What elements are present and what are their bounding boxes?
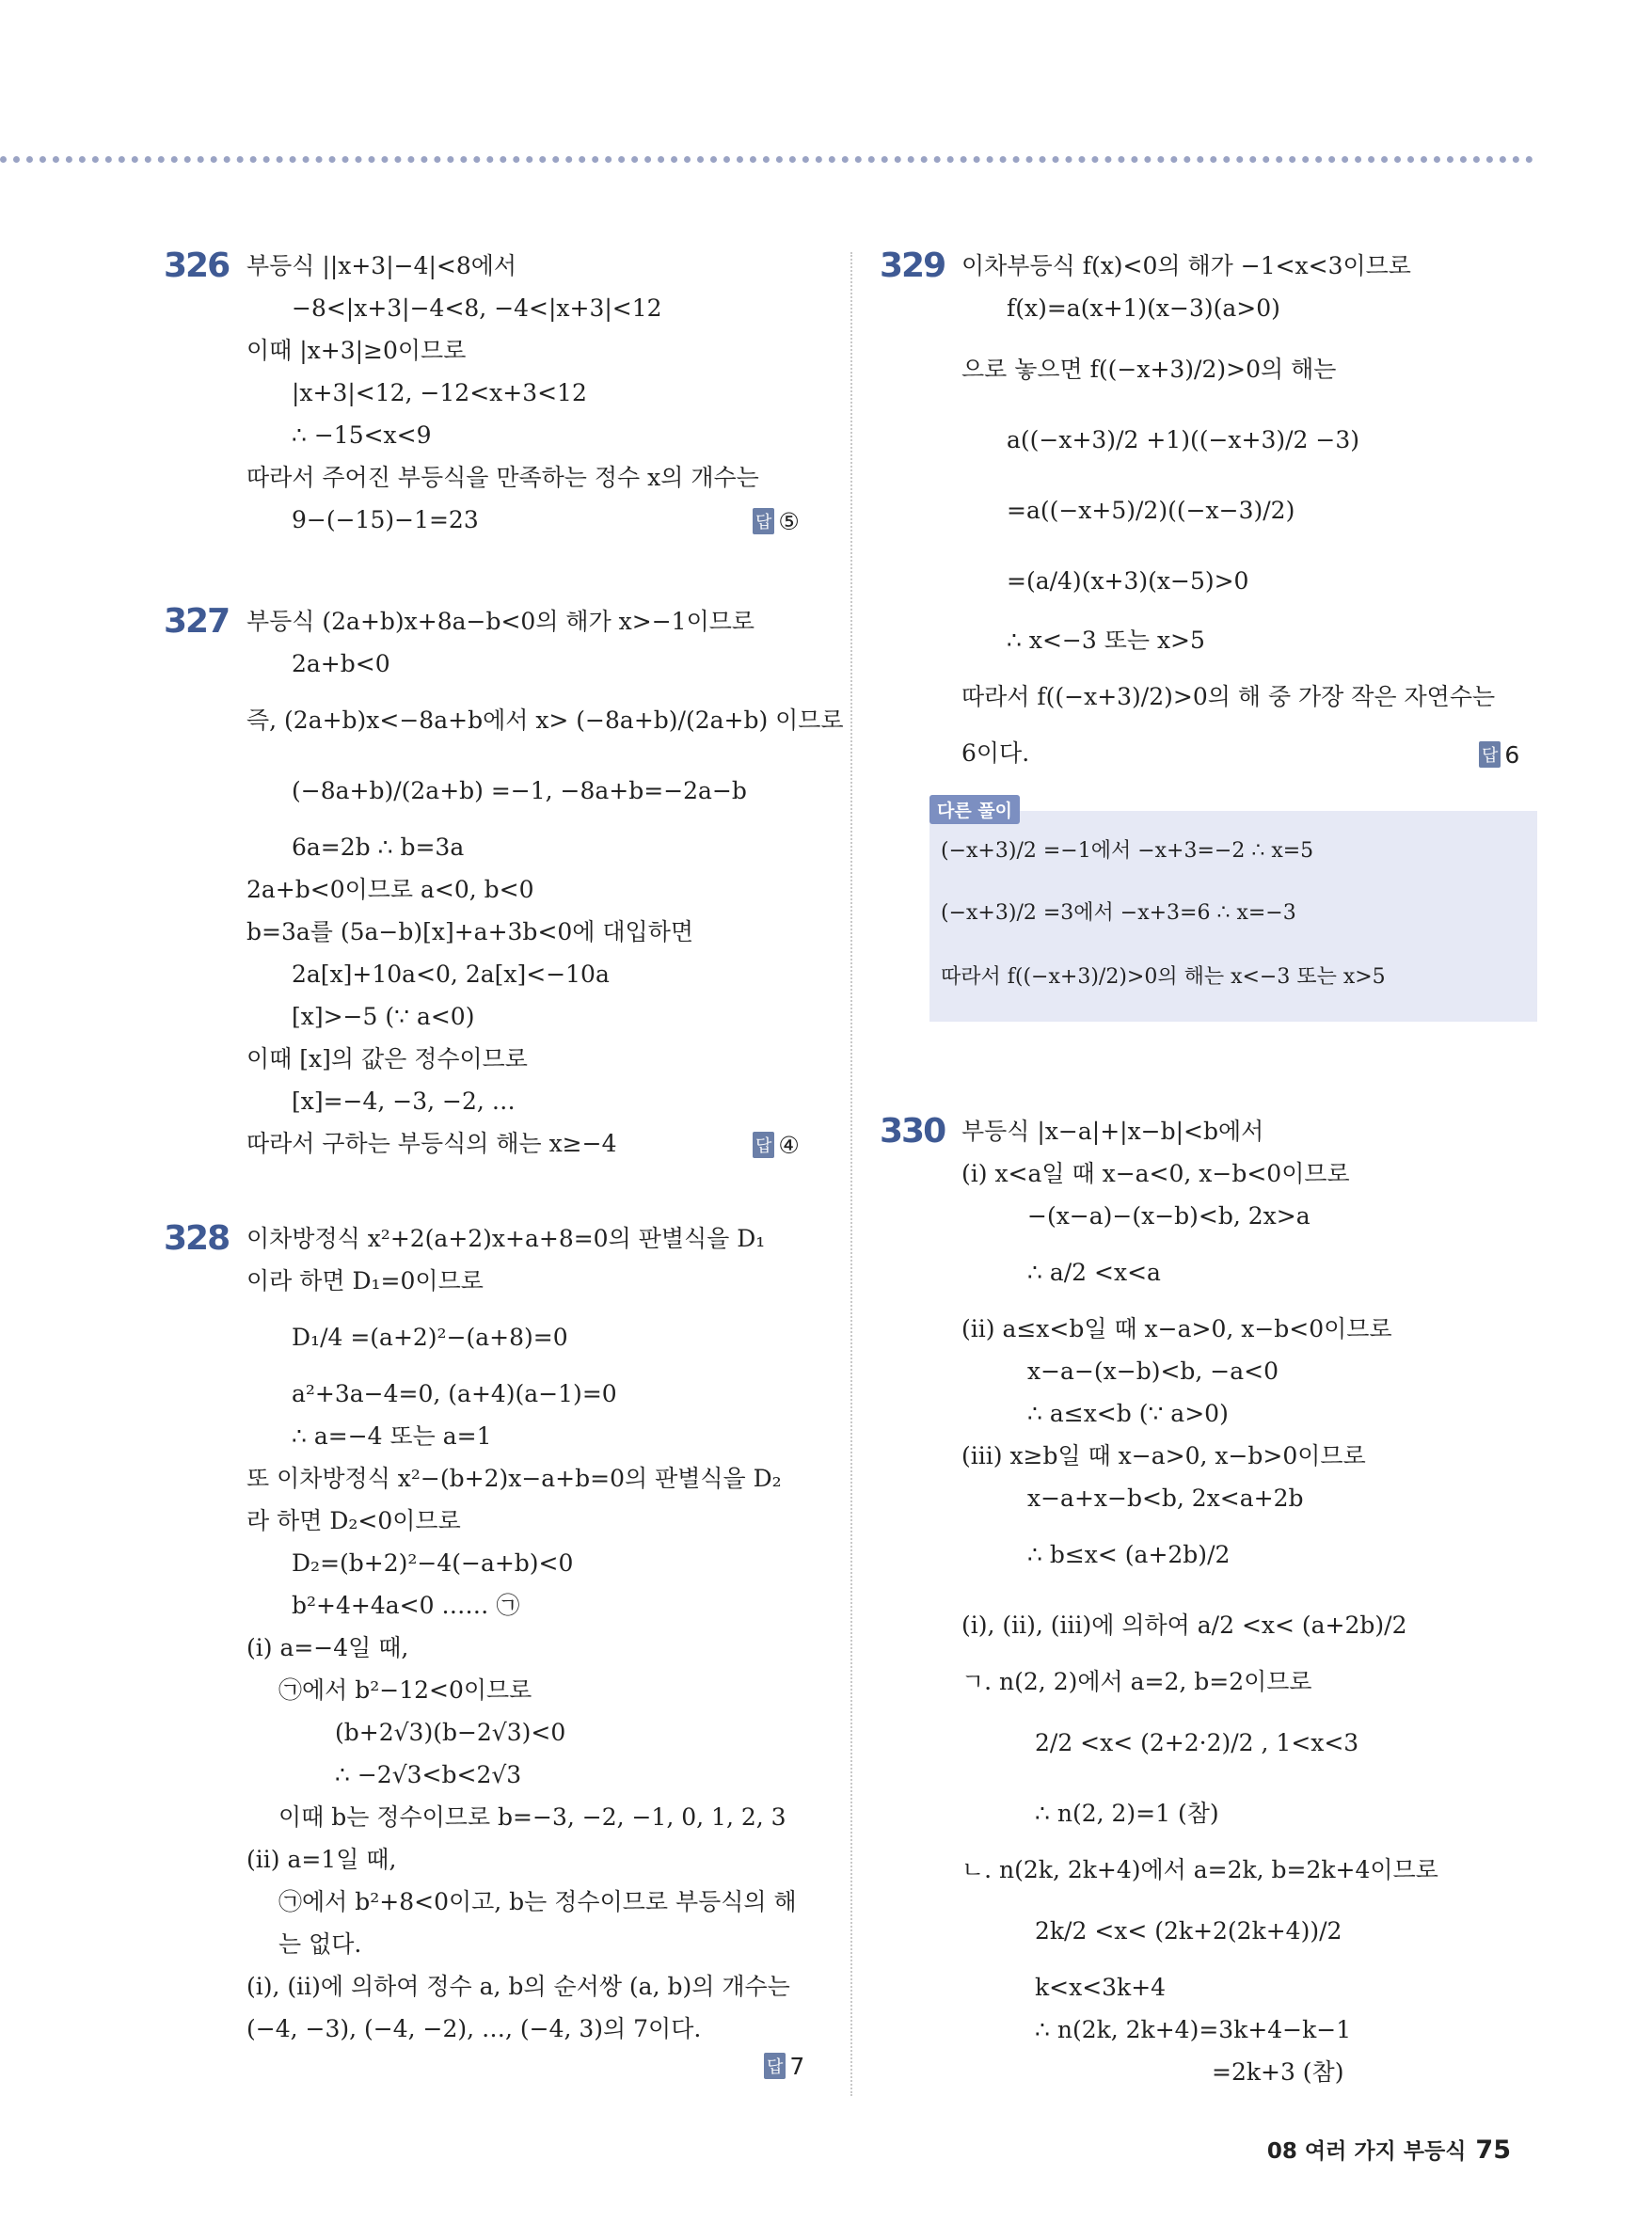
p328-line: 는 없다. <box>278 1930 362 1958</box>
p330-line: =2k+3 (참) <box>1212 2058 1344 2086</box>
p329-line: 따라서 f((−x+3)/2)>0의 해 중 가장 작은 자연수는 <box>961 683 1496 710</box>
p326-line: −8<|x+3|−4<8, −4<|x+3|<12 <box>292 294 662 322</box>
p330-line: ㄱ. n(2, 2)에서 a=2, b=2이므로 <box>961 1668 1312 1695</box>
p328-line: (i) a=−4일 때, <box>246 1634 409 1661</box>
p328-line: (−4, −3), (−4, −2), …, (−4, 3)의 7이다. <box>246 2015 702 2042</box>
p329-line: 6이다. <box>961 739 1030 767</box>
alt-line: (−x+3)/2 =3에서 −x+3=6 ∴ x=−3 <box>941 901 1296 925</box>
p326-line: |x+3|<12, −12<x+3<12 <box>292 379 587 406</box>
answer-tag: 답 <box>753 508 774 534</box>
p328-line: (b+2√3)(b−2√3)<0 <box>335 1719 566 1746</box>
p327-line: (−8a+b)/(2a+b) =−1, −8a+b=−2a−b <box>292 777 747 804</box>
p328-line: ∴ a=−4 또는 a=1 <box>292 1422 492 1450</box>
page-number: 75 <box>1475 2136 1511 2165</box>
p328-line: 이라 하면 D₁=0이므로 <box>246 1267 484 1294</box>
p326-line: 이때 |x+3|≥0이므로 <box>246 337 467 364</box>
chapter-title: 08 여러 가지 부등식 <box>1266 2139 1467 2164</box>
p329-line: ∴ x<−3 또는 x>5 <box>1007 627 1205 654</box>
p330-line: x−a−(x−b)<b, −a<0 <box>1027 1358 1279 1385</box>
p328-line: 또 이차방정식 x²−(b+2)x−a+b=0의 판별식을 D₂ <box>246 1465 782 1492</box>
p326-line: ∴ −15<x<9 <box>292 421 432 449</box>
p328-line: 라 하면 D₂<0이므로 <box>246 1507 461 1534</box>
p328-line: ∴ −2√3<b<2√3 <box>335 1761 522 1788</box>
p328-line: (i), (ii)에 의하여 정수 a, b의 순서쌍 (a, b)의 개수는 <box>246 1973 790 2000</box>
p327-line: 이때 [x]의 값은 정수이므로 <box>246 1045 528 1072</box>
p330-line: ∴ n(2, 2)=1 (참) <box>1035 1800 1219 1827</box>
p327-line: 부등식 (2a+b)x+8a−b<0의 해가 x>−1이므로 <box>246 608 755 635</box>
alternative-solution-label: 다른 풀이 <box>929 795 1020 824</box>
p327-line: 즉, (2a+b)x<−8a+b에서 x> (−8a+b)/(2a+b) 이므로 <box>246 707 844 734</box>
p330-line: (i), (ii), (iii)에 의하여 a/2 <x< (a+2b)/2 <box>961 1612 1407 1639</box>
answer-value: ④ <box>778 1132 800 1159</box>
p328-line: 이때 b는 정수이므로 b=−3, −2, −1, 0, 1, 2, 3 <box>278 1803 786 1831</box>
p330-line: ∴ a/2 <x<a <box>1027 1259 1161 1286</box>
p326-answer <box>753 508 800 535</box>
p326-line: 따라서 주어진 부등식을 만족하는 정수 x의 개수는 <box>246 464 759 491</box>
p330-line: −(x−a)−(x−b)<b, 2x>a <box>1027 1202 1310 1230</box>
p329-line: 으로 놓으면 f((−x+3)/2)>0의 해는 <box>961 356 1337 383</box>
p328-line: D₁/4 =(a+2)²−(a+8)=0 <box>292 1324 568 1351</box>
p327-line: 따라서 구하는 부등식의 해는 x≥−4 <box>246 1130 617 1157</box>
p327-line: [x]=−4, −3, −2, … <box>292 1088 516 1115</box>
problem-number-330: 330 <box>880 1112 945 1151</box>
p328-line: D₂=(b+2)²−4(−a+b)<0 <box>292 1549 574 1577</box>
page-footer <box>1267 2134 1511 2165</box>
p330-line: x−a+x−b<b, 2x<a+2b <box>1027 1485 1304 1512</box>
p328-line: b²+4+4a<0 …… ㉠ <box>292 1592 520 1619</box>
p328-line: ㉠에서 b²−12<0이므로 <box>278 1676 532 1704</box>
p329-line: =a((−x+5)/2)((−x−3)/2) <box>1007 497 1295 524</box>
p326-line: 부등식 ||x+3|−4|<8에서 <box>246 252 517 279</box>
problem-number-328: 328 <box>164 1219 230 1258</box>
p330-line: ∴ n(2k, 2k+4)=3k+4−k−1 <box>1035 2016 1352 2043</box>
p329-line: a((−x+3)/2 +1)((−x+3)/2 −3) <box>1007 426 1359 453</box>
p330-line: (i) x<a일 때 x−a<0, x−b<0이므로 <box>961 1160 1350 1187</box>
p329-line: =(a/4)(x+3)(x−5)>0 <box>1007 567 1249 595</box>
p328-answer <box>764 2053 804 2080</box>
answer-value: 6 <box>1504 741 1520 769</box>
alt-line: 따라서 f((−x+3)/2)>0의 해는 x<−3 또는 x>5 <box>941 965 1386 989</box>
problem-number-329: 329 <box>880 246 945 285</box>
top-dotted-rule <box>0 156 1533 163</box>
p327-line: 2a+b<0 <box>292 650 390 677</box>
p328-line: ㉠에서 b²+8<0이고, b는 정수이므로 부등식의 해 <box>278 1888 797 1915</box>
p330-line: 2k/2 <x< (2k+2(2k+4))/2 <box>1035 1917 1342 1945</box>
p330-line: ∴ b≤x< (a+2b)/2 <box>1027 1541 1231 1568</box>
p330-line: 부등식 |x−a|+|x−b|<b에서 <box>961 1118 1264 1145</box>
p329-answer <box>1479 741 1519 769</box>
p329-line: f(x)=a(x+1)(x−3)(a>0) <box>1007 294 1280 322</box>
p329-line: 이차부등식 f(x)<0의 해가 −1<x<3이므로 <box>961 252 1411 279</box>
p327-answer <box>753 1132 800 1159</box>
column-divider <box>850 252 852 2096</box>
alt-line: (−x+3)/2 =−1에서 −x+3=−2 ∴ x=5 <box>941 839 1314 863</box>
p327-line: [x]>−5 (∵ a<0) <box>292 1003 475 1030</box>
p327-line: 2a[x]+10a<0, 2a[x]<−10a <box>292 961 610 988</box>
p327-line: 2a+b<0이므로 a<0, b<0 <box>246 876 534 903</box>
p327-line: b=3a를 (5a−b)[x]+a+3b<0에 대입하면 <box>246 918 693 945</box>
answer-tag: 답 <box>753 1132 774 1158</box>
p327-line: 6a=2b ∴ b=3a <box>292 834 465 861</box>
p330-line: 2/2 <x< (2+2·2)/2 , 1<x<3 <box>1035 1729 1359 1756</box>
answer-value: 7 <box>789 2053 805 2080</box>
problem-number-326: 326 <box>164 246 230 285</box>
p328-line: (ii) a=1일 때, <box>246 1846 397 1873</box>
p328-line: 이차방정식 x²+2(a+2)x+a+8=0의 판별식을 D₁ <box>246 1225 766 1252</box>
problem-number-327: 327 <box>164 602 230 641</box>
p330-line: ㄴ. n(2k, 2k+4)에서 a=2k, b=2k+4이므로 <box>961 1856 1438 1883</box>
p328-line: a²+3a−4=0, (a+4)(a−1)=0 <box>292 1380 617 1407</box>
p330-line: ∴ a≤x<b (∵ a>0) <box>1027 1400 1229 1427</box>
answer-tag: 답 <box>1479 741 1501 768</box>
p330-line: (iii) x≥b일 때 x−a>0, x−b>0이므로 <box>961 1442 1366 1469</box>
answer-value: ⑤ <box>778 508 800 535</box>
answer-tag: 답 <box>764 2053 786 2079</box>
p326-line: 9−(−15)−1=23 <box>292 506 479 533</box>
p330-line: k<x<3k+4 <box>1035 1974 1167 2001</box>
p330-line: (ii) a≤x<b일 때 x−a>0, x−b<0이므로 <box>961 1315 1392 1342</box>
